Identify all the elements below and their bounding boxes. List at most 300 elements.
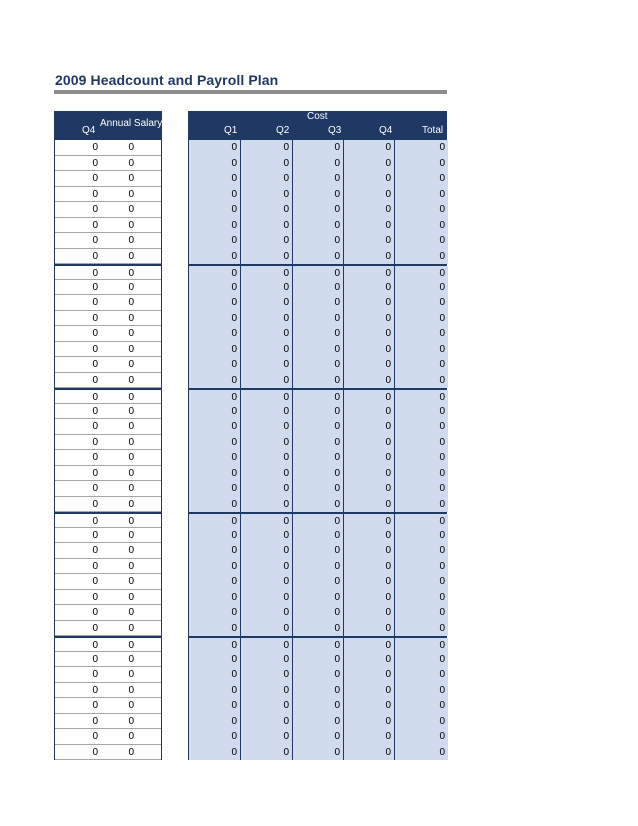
cell-q4[interactable]: 0	[344, 404, 395, 420]
cell-q4[interactable]: 0	[344, 638, 395, 654]
cell-q4[interactable]: 0	[92, 607, 98, 618]
cell-q2[interactable]: 0	[241, 326, 293, 342]
cell-q3[interactable]: 0	[293, 187, 344, 203]
table-row	[189, 171, 446, 187]
cell-q4[interactable]: 0	[92, 452, 98, 463]
cell-q4[interactable]: 0	[92, 204, 98, 215]
cell-salary[interactable]: 0	[128, 622, 134, 634]
cell-total[interactable]: 0	[395, 605, 448, 621]
cell-q4[interactable]: 0	[92, 312, 98, 324]
cell-q1[interactable]: 0	[189, 543, 241, 559]
table-row	[55, 729, 161, 745]
cell-q3[interactable]: 0	[293, 435, 344, 451]
cell-q3[interactable]: 0	[293, 419, 344, 435]
cell-q4[interactable]: 0	[344, 435, 395, 451]
cell-q2[interactable]: 0	[241, 621, 293, 637]
cell-q2[interactable]: 0	[241, 404, 293, 420]
cell-total[interactable]: 0	[395, 435, 448, 451]
cell-q3[interactable]: 0	[293, 218, 344, 234]
cell-q4[interactable]: 0	[344, 233, 395, 249]
cell-q2[interactable]: 0	[241, 311, 293, 327]
cell-total[interactable]: 0	[395, 140, 448, 156]
cell-total[interactable]: 0	[395, 249, 448, 265]
cell-salary[interactable]: 0	[128, 483, 134, 494]
cell-salary[interactable]: 0	[128, 436, 134, 448]
cell-total[interactable]: 0	[395, 514, 448, 530]
cell-salary[interactable]: 0	[128, 374, 134, 386]
cell-q1[interactable]: 0	[189, 171, 241, 187]
cell-q2[interactable]: 0	[241, 466, 293, 482]
cell-q4[interactable]: 0	[92, 343, 98, 355]
cell-q1[interactable]: 0	[189, 280, 241, 296]
cell-q2[interactable]: 0	[241, 357, 293, 373]
cell-q4[interactable]: 0	[344, 729, 395, 745]
cell-total[interactable]: 0	[395, 667, 448, 683]
cell-q1[interactable]: 0	[189, 638, 241, 654]
cell-salary[interactable]: 0	[128, 560, 134, 572]
cell-total[interactable]: 0	[395, 683, 448, 699]
cell-q4[interactable]: 0	[344, 202, 395, 218]
cell-q2[interactable]: 0	[241, 543, 293, 559]
cell-q1[interactable]: 0	[189, 326, 241, 342]
cell-q3[interactable]: 0	[293, 621, 344, 637]
cell-q3[interactable]: 0	[293, 156, 344, 172]
cell-q4[interactable]: 0	[344, 667, 395, 683]
cell-salary[interactable]: 0	[128, 359, 134, 370]
cell-q3[interactable]: 0	[293, 528, 344, 544]
cell-q4[interactable]: 0	[92, 653, 98, 665]
cell-q4[interactable]: 0	[344, 171, 395, 187]
cell-q4[interactable]: 0	[344, 466, 395, 482]
cell-q2[interactable]: 0	[241, 140, 293, 156]
cell-total[interactable]: 0	[395, 497, 448, 513]
cell-q2[interactable]: 0	[241, 373, 293, 389]
cell-q1[interactable]: 0	[189, 466, 241, 482]
cell-q3[interactable]: 0	[293, 481, 344, 497]
cell-salary[interactable]: 0	[128, 452, 134, 463]
cell-q4[interactable]: 0	[344, 342, 395, 358]
cell-q3[interactable]: 0	[293, 280, 344, 296]
cell-q4[interactable]: 0	[92, 576, 98, 587]
cell-q4[interactable]: 0	[344, 497, 395, 513]
cell-q2[interactable]: 0	[241, 266, 293, 282]
cell-q2[interactable]: 0	[241, 481, 293, 497]
cell-q4[interactable]: 0	[92, 405, 98, 417]
table-row	[55, 497, 161, 513]
table-row	[55, 233, 161, 249]
cell-q1[interactable]: 0	[189, 667, 241, 683]
cell-q3[interactable]: 0	[293, 326, 344, 342]
cell-q1[interactable]: 0	[189, 266, 241, 282]
cell-salary[interactable]: 0	[128, 516, 134, 527]
cell-q4[interactable]: 0	[344, 528, 395, 544]
cell-q3[interactable]: 0	[293, 667, 344, 683]
cell-q3[interactable]: 0	[293, 404, 344, 420]
cell-q1[interactable]: 0	[189, 357, 241, 373]
cell-q1[interactable]: 0	[189, 605, 241, 621]
cell-total[interactable]: 0	[395, 218, 448, 234]
cell-q3[interactable]: 0	[293, 466, 344, 482]
cell-q3[interactable]: 0	[293, 559, 344, 575]
cell-total[interactable]: 0	[395, 745, 448, 761]
cell-salary[interactable]: 0	[128, 157, 134, 169]
cell-q3[interactable]: 0	[293, 543, 344, 559]
cell-q2[interactable]: 0	[241, 745, 293, 761]
cell-total[interactable]: 0	[395, 311, 448, 327]
cell-q4[interactable]: 0	[92, 516, 98, 527]
cell-q2[interactable]: 0	[241, 280, 293, 296]
cell-q1[interactable]: 0	[189, 202, 241, 218]
table-row	[55, 264, 161, 280]
cell-q4[interactable]: 0	[344, 390, 395, 406]
cell-salary[interactable]: 0	[128, 281, 134, 293]
cell-q4[interactable]: 0	[344, 714, 395, 730]
cell-q2[interactable]: 0	[241, 435, 293, 451]
cell-total[interactable]: 0	[395, 202, 448, 218]
cell-q1[interactable]: 0	[189, 497, 241, 513]
cell-salary[interactable]: 0	[128, 700, 134, 711]
cell-q2[interactable]: 0	[241, 652, 293, 668]
cell-total[interactable]: 0	[395, 171, 448, 187]
cell-q4[interactable]: 0	[92, 591, 98, 603]
table-row	[189, 295, 446, 311]
cell-q3[interactable]: 0	[293, 698, 344, 714]
cell-total[interactable]: 0	[395, 559, 448, 575]
cell-q1[interactable]: 0	[189, 528, 241, 544]
cell-q3[interactable]: 0	[293, 357, 344, 373]
table-row	[55, 528, 161, 544]
cell-q3[interactable]: 0	[293, 342, 344, 358]
cell-q3[interactable]: 0	[293, 590, 344, 606]
cell-q4[interactable]: 0	[344, 621, 395, 637]
cell-salary[interactable]: 0	[128, 529, 134, 541]
cell-q4[interactable]: 0	[344, 280, 395, 296]
cell-salary[interactable]: 0	[128, 392, 134, 403]
cell-q2[interactable]: 0	[241, 698, 293, 714]
table-row	[189, 388, 446, 404]
cell-q3[interactable]: 0	[293, 311, 344, 327]
cell-q2[interactable]: 0	[241, 390, 293, 406]
cell-q2[interactable]: 0	[241, 497, 293, 513]
cell-q4[interactable]: 0	[92, 684, 98, 696]
cell-q4[interactable]: 0	[92, 359, 98, 370]
cell-q2[interactable]: 0	[241, 187, 293, 203]
cell-q4[interactable]: 0	[92, 467, 98, 479]
cell-q1[interactable]: 0	[189, 435, 241, 451]
cell-salary[interactable]: 0	[128, 607, 134, 618]
cell-q1[interactable]: 0	[189, 450, 241, 466]
cell-total[interactable]: 0	[395, 404, 448, 420]
cell-q3[interactable]: 0	[293, 373, 344, 389]
cell-q1[interactable]: 0	[189, 342, 241, 358]
cell-total[interactable]: 0	[395, 698, 448, 714]
cell-q4[interactable]: 0	[92, 498, 98, 510]
cell-q4[interactable]: 0	[92, 715, 98, 727]
cell-q1[interactable]: 0	[189, 714, 241, 730]
cell-q4[interactable]: 0	[344, 419, 395, 435]
cell-q4[interactable]: 0	[92, 142, 98, 153]
table-row	[189, 481, 446, 497]
cell-total[interactable]: 0	[395, 156, 448, 172]
cell-q3[interactable]: 0	[293, 714, 344, 730]
cell-q4[interactable]: 0	[92, 188, 98, 200]
cell-salary[interactable]: 0	[128, 421, 134, 432]
cell-q4[interactable]: 0	[344, 140, 395, 156]
cell-total[interactable]: 0	[395, 528, 448, 544]
cell-q1[interactable]: 0	[189, 233, 241, 249]
cell-q3[interactable]: 0	[293, 140, 344, 156]
cell-salary[interactable]: 0	[128, 188, 134, 200]
cell-salary[interactable]: 0	[128, 142, 134, 153]
cell-total[interactable]: 0	[395, 621, 448, 637]
cell-q4[interactable]: 0	[344, 745, 395, 761]
cell-q4[interactable]: 0	[92, 281, 98, 293]
cell-total[interactable]: 0	[395, 450, 448, 466]
cell-q4[interactable]: 0	[344, 357, 395, 373]
cell-salary[interactable]: 0	[128, 731, 134, 742]
cell-total[interactable]: 0	[395, 574, 448, 590]
cell-q2[interactable]: 0	[241, 342, 293, 358]
cell-q4[interactable]: 0	[344, 311, 395, 327]
cell-q2[interactable]: 0	[241, 590, 293, 606]
cell-q4[interactable]: 0	[92, 560, 98, 572]
cell-q2[interactable]: 0	[241, 156, 293, 172]
cell-q2[interactable]: 0	[241, 295, 293, 311]
cell-total[interactable]: 0	[395, 280, 448, 296]
cell-q2[interactable]: 0	[241, 514, 293, 530]
cell-q2[interactable]: 0	[241, 574, 293, 590]
cell-q3[interactable]: 0	[293, 497, 344, 513]
cell-salary[interactable]: 0	[128, 715, 134, 727]
cell-total[interactable]: 0	[395, 326, 448, 342]
cell-q1[interactable]: 0	[189, 373, 241, 389]
cell-q3[interactable]: 0	[293, 638, 344, 654]
cell-q1[interactable]: 0	[189, 404, 241, 420]
cell-q4[interactable]: 0	[92, 529, 98, 541]
cell-q4[interactable]: 0	[344, 559, 395, 575]
cell-q4[interactable]: 0	[92, 746, 98, 758]
cell-q2[interactable]: 0	[241, 559, 293, 575]
cell-salary[interactable]: 0	[128, 576, 134, 587]
cell-salary[interactable]: 0	[128, 545, 134, 556]
cell-salary[interactable]: 0	[128, 591, 134, 603]
cell-total[interactable]: 0	[395, 233, 448, 249]
cell-q1[interactable]: 0	[189, 481, 241, 497]
cell-total[interactable]: 0	[395, 466, 448, 482]
cell-q4[interactable]: 0	[92, 219, 98, 231]
cell-q3[interactable]: 0	[293, 605, 344, 621]
table-row	[55, 187, 161, 203]
cell-total[interactable]: 0	[395, 419, 448, 435]
cell-q3[interactable]: 0	[293, 514, 344, 530]
cell-q4[interactable]: 0	[92, 545, 98, 556]
cell-salary[interactable]: 0	[128, 746, 134, 758]
cell-salary[interactable]: 0	[128, 684, 134, 696]
cell-q2[interactable]: 0	[241, 729, 293, 745]
cell-salary[interactable]: 0	[128, 312, 134, 324]
cell-q2[interactable]: 0	[241, 171, 293, 187]
table-row	[55, 574, 161, 590]
cell-salary[interactable]: 0	[128, 405, 134, 417]
cell-q4[interactable]: 0	[92, 622, 98, 634]
cell-q3[interactable]: 0	[293, 652, 344, 668]
cell-q4[interactable]: 0	[92, 157, 98, 169]
cell-salary[interactable]: 0	[128, 640, 134, 651]
cell-salary[interactable]: 0	[128, 204, 134, 215]
cell-q4[interactable]: 0	[92, 328, 98, 339]
cell-q4[interactable]: 0	[344, 683, 395, 699]
cell-q4[interactable]: 0	[344, 514, 395, 530]
cell-q4[interactable]: 0	[344, 450, 395, 466]
cell-q1[interactable]: 0	[189, 652, 241, 668]
cell-total[interactable]: 0	[395, 390, 448, 406]
cell-q4[interactable]: 0	[344, 326, 395, 342]
cell-q4[interactable]: 0	[92, 669, 98, 680]
cell-q4[interactable]: 0	[344, 574, 395, 590]
cell-q1[interactable]: 0	[189, 574, 241, 590]
cell-q4[interactable]: 0	[92, 731, 98, 742]
table-row	[189, 698, 446, 714]
cell-q1[interactable]: 0	[189, 187, 241, 203]
cell-salary[interactable]: 0	[128, 669, 134, 680]
cell-q3[interactable]: 0	[293, 574, 344, 590]
cell-q1[interactable]: 0	[189, 390, 241, 406]
cell-q2[interactable]: 0	[241, 528, 293, 544]
cell-total[interactable]: 0	[395, 729, 448, 745]
table-row	[55, 419, 161, 435]
cell-q3[interactable]: 0	[293, 171, 344, 187]
cell-total[interactable]: 0	[395, 481, 448, 497]
cell-q1[interactable]: 0	[189, 559, 241, 575]
cell-salary[interactable]: 0	[128, 498, 134, 510]
cell-salary[interactable]: 0	[128, 653, 134, 665]
table-row	[55, 605, 161, 621]
cell-q3[interactable]: 0	[293, 745, 344, 761]
cell-q4[interactable]: 0	[92, 173, 98, 184]
cell-salary[interactable]: 0	[128, 173, 134, 184]
cell-q4[interactable]: 0	[344, 543, 395, 559]
cell-q1[interactable]: 0	[189, 514, 241, 530]
cell-q4[interactable]: 0	[92, 700, 98, 711]
cell-q1[interactable]: 0	[189, 590, 241, 606]
cell-total[interactable]: 0	[395, 357, 448, 373]
cell-salary[interactable]: 0	[128, 297, 134, 308]
cell-salary[interactable]: 0	[128, 235, 134, 246]
cell-q1[interactable]: 0	[189, 698, 241, 714]
cell-salary[interactable]: 0	[128, 328, 134, 339]
cell-salary[interactable]: 0	[128, 268, 134, 279]
cell-q2[interactable]: 0	[241, 605, 293, 621]
cell-q4[interactable]: 0	[92, 268, 98, 279]
cell-q4[interactable]: 0	[344, 590, 395, 606]
table-row	[189, 249, 446, 265]
cell-q4[interactable]: 0	[344, 249, 395, 265]
cell-total[interactable]: 0	[395, 652, 448, 668]
cell-total[interactable]: 0	[395, 295, 448, 311]
cell-q4[interactable]: 0	[92, 421, 98, 432]
cell-q1[interactable]: 0	[189, 683, 241, 699]
cell-q2[interactable]: 0	[241, 233, 293, 249]
cell-q4[interactable]: 0	[92, 374, 98, 386]
cell-q4[interactable]: 0	[92, 483, 98, 494]
cell-q2[interactable]: 0	[241, 683, 293, 699]
cell-q1[interactable]: 0	[189, 140, 241, 156]
header-total: Total	[422, 125, 444, 136]
cell-q1[interactable]: 0	[189, 156, 241, 172]
cell-q2[interactable]: 0	[241, 714, 293, 730]
cell-total[interactable]: 0	[395, 714, 448, 730]
table-row	[189, 621, 446, 637]
cell-q1[interactable]: 0	[189, 311, 241, 327]
cell-total[interactable]: 0	[395, 342, 448, 358]
cell-q1[interactable]: 0	[189, 419, 241, 435]
cell-q2[interactable]: 0	[241, 450, 293, 466]
cell-q4[interactable]: 0	[344, 373, 395, 389]
cell-q3[interactable]: 0	[293, 233, 344, 249]
cell-q4[interactable]: 0	[344, 266, 395, 282]
cell-total[interactable]: 0	[395, 638, 448, 654]
table-row	[189, 373, 446, 389]
table-row	[55, 435, 161, 451]
cell-total[interactable]: 0	[395, 543, 448, 559]
cell-q3[interactable]: 0	[293, 729, 344, 745]
cell-q1[interactable]: 0	[189, 729, 241, 745]
cell-q4[interactable]: 0	[92, 297, 98, 308]
cell-total[interactable]: 0	[395, 187, 448, 203]
cell-salary[interactable]: 0	[128, 343, 134, 355]
cell-q1[interactable]: 0	[189, 295, 241, 311]
cell-salary[interactable]: 0	[128, 467, 134, 479]
table-row	[189, 605, 446, 621]
cell-q2[interactable]: 0	[241, 419, 293, 435]
cell-q4[interactable]: 0	[344, 218, 395, 234]
cell-q4[interactable]: 0	[344, 481, 395, 497]
cell-q4[interactable]: 0	[344, 187, 395, 203]
cell-q1[interactable]: 0	[189, 218, 241, 234]
cell-q2[interactable]: 0	[241, 202, 293, 218]
cell-q4[interactable]: 0	[92, 640, 98, 651]
cell-total[interactable]: 0	[395, 373, 448, 389]
cell-q4[interactable]: 0	[92, 392, 98, 403]
cell-q4[interactable]: 0	[344, 156, 395, 172]
cell-q2[interactable]: 0	[241, 218, 293, 234]
cell-q4[interactable]: 0	[92, 250, 98, 262]
cell-q3[interactable]: 0	[293, 683, 344, 699]
cell-q2[interactable]: 0	[241, 667, 293, 683]
cell-q3[interactable]: 0	[293, 295, 344, 311]
cell-q4[interactable]: 0	[344, 605, 395, 621]
cell-salary[interactable]: 0	[128, 250, 134, 262]
cell-q1[interactable]: 0	[189, 249, 241, 265]
cell-q4[interactable]: 0	[92, 235, 98, 246]
cell-salary[interactable]: 0	[128, 219, 134, 231]
cell-q3[interactable]: 0	[293, 202, 344, 218]
cell-q1[interactable]: 0	[189, 621, 241, 637]
cell-q3[interactable]: 0	[293, 266, 344, 282]
cell-q4[interactable]: 0	[92, 436, 98, 448]
cell-q2[interactable]: 0	[241, 638, 293, 654]
cell-q4[interactable]: 0	[344, 295, 395, 311]
cell-q3[interactable]: 0	[293, 249, 344, 265]
cell-q4[interactable]: 0	[344, 698, 395, 714]
cell-q3[interactable]: 0	[293, 390, 344, 406]
cell-q2[interactable]: 0	[241, 249, 293, 265]
cell-q4[interactable]: 0	[344, 652, 395, 668]
cell-total[interactable]: 0	[395, 590, 448, 606]
cell-q1[interactable]: 0	[189, 745, 241, 761]
cell-total[interactable]: 0	[395, 266, 448, 282]
cell-q3[interactable]: 0	[293, 450, 344, 466]
